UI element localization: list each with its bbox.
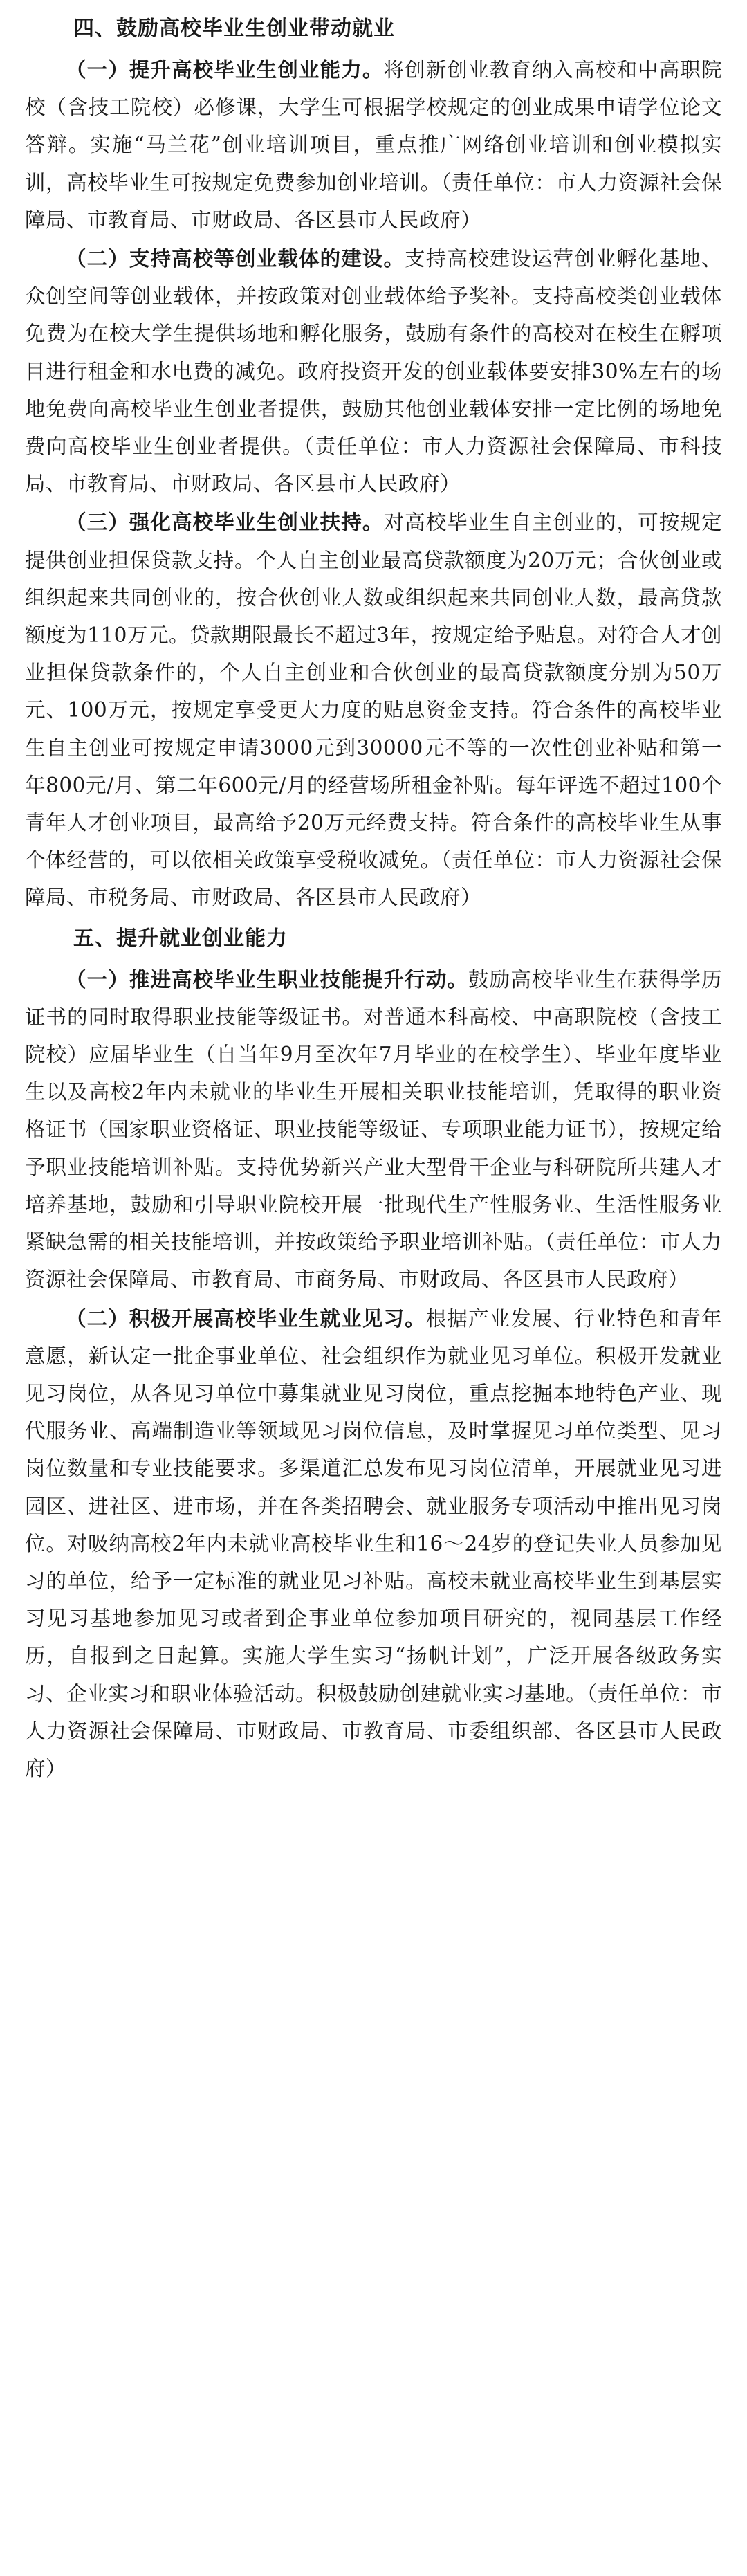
paragraph-5-1 xyxy=(25,961,722,1299)
paragraph-body: 根据产业发展、行业特色和青年意愿，新认定一批企事业单位、社会组织作为就业见习单位。积极开发就业见习岗位，从各见习单位中募集就业见习岗位，重点挖掘本地特色产业、现代服务业、高端制造业等领域见习岗位信息，及时掌握见习单位类型、见习岗位数量和专业技能要求。多渠道汇总发布见习岗位清单，开展就业见习进园区、进社区、进市场，并在各类招聘会、就业服务专项活动中推出见习岗位。对吸纳高校2年内未就业高校毕业生和16～24岁的登记失业人员参加见习的单位，给予一定标准的就业见习补贴。高校未就业高校毕业生到基层实习见习基地参加见习或者到企事业单位参加项目研究的，视同基层工作经历，自报到之日起算。实施大学生实习“扬帆计划”，广泛开展各级政务实习、企业实习和职业体验活动。积极鼓励创建就业实习基地。（责任单位：市人力资源社会保障局、市财政局、市教育局、市委组织部、各区县市人民政府） xyxy=(25,1306,722,1780)
paragraph-5-2 xyxy=(25,1300,722,1788)
paragraph-body: 对高校毕业生自主创业的，可按规定提供创业担保贷款支持。个人自主创业最高贷款额度为20万元；合伙创业或组织起来共同创业的，按合伙创业人数或组织起来共同创业人数，最高贷款额度为110万元。贷款期限最长不超过3年，按规定给予贴息。对符合人才创业担保贷款条件的，个人自主创业和合伙创业的最高贷款额度分别为50万元、100万元，按规定享受更大力度的贴息资金支持。符合条件的高校毕业生自主创业可按规定申请3000元到30000元不等的一次性创业补贴和第一年800元/月、第二年600元/月的经营场所租金补贴。每年评选不超过100个青年人才创业项目，最高给予20万元经费支持。符合条件的高校毕业生从事个体经营的，可以依相关政策享受税收减免。（责任单位：市人力资源社会保障局、市税务局、市财政局、各区县市人民政府） xyxy=(25,511,722,910)
paragraph-body: 鼓励高校毕业生在获得学历证书的同时取得职业技能等级证书。对普通本科高校、中高职院校（含技工院校）应届毕业生（自当年9月至次年7月毕业的在校学生）、毕业年度毕业生以及高校2年内未就业的毕业生开展相关职业技能培训，凭取得的职业资格证书（国家职业资格证、职业技能等级证、专项职业能力证书），按规定给予职业技能培训补贴。支持优势新兴产业大型骨干企业与科研院所共建人才培养基地，鼓励和引导职业院校开展一批现代生产性服务业、生活性服务业紧缺急需的相关技能培训，并按政策给予职业培训补贴。（责任单位：市人力资源社会保障局、市教育局、市商务局、市财政局、各区县市人民政府） xyxy=(25,967,722,1292)
paragraph-4-1 xyxy=(25,51,722,239)
paragraph-body: 支持高校建设运营创业孵化基地、众创空间等创业载体，并按政策对创业载体给予奖补。支持高校类创业载体免费为在校大学生提供场地和孵化服务，鼓励有条件的高校对在校生在孵项目进行租金和水电费的减免。政府投资开发的创业载体要安排30%左右的场地免费向高校毕业生创业者提供，鼓励其他创业载体安排一定比例的场地免费向高校毕业生创业者提供。（责任单位：市人力资源社会保障局、市科技局、市教育局、市财政局、各区县市人民政府） xyxy=(25,247,722,496)
paragraph-lead: （二）积极开展高校毕业生就业见习。 xyxy=(66,1306,426,1331)
paragraph-4-2 xyxy=(25,240,722,502)
paragraph-4-3 xyxy=(25,504,722,916)
paragraph-lead: （二）支持高校等创业载体的建设。 xyxy=(66,247,405,271)
paragraph-lead: （一）推进高校毕业生职业技能提升行动。 xyxy=(66,967,469,992)
section-heading-4: 四、鼓励高校毕业生创业带动就业 xyxy=(73,17,395,41)
paragraph-body: 将创新创业教育纳入高校和中高职院校（含技工院校）必修课，大学生可根据学校规定的创业成果申请学位论文答辩。实施“马兰花”创业培训项目，重点推广网络创业培训和创业模拟实训，高校毕业生可按规定免费参加创业培训。（责任单位：市人力资源社会保障局、市教育局、市财政局、各区县市人民政府） xyxy=(25,58,722,232)
paragraph-lead: （一）提升高校毕业生创业能力。 xyxy=(66,58,384,82)
paragraph-lead: （三）强化高校毕业生创业扶持。 xyxy=(66,511,384,535)
section-heading-5: 五、提升就业创业能力 xyxy=(73,926,288,951)
